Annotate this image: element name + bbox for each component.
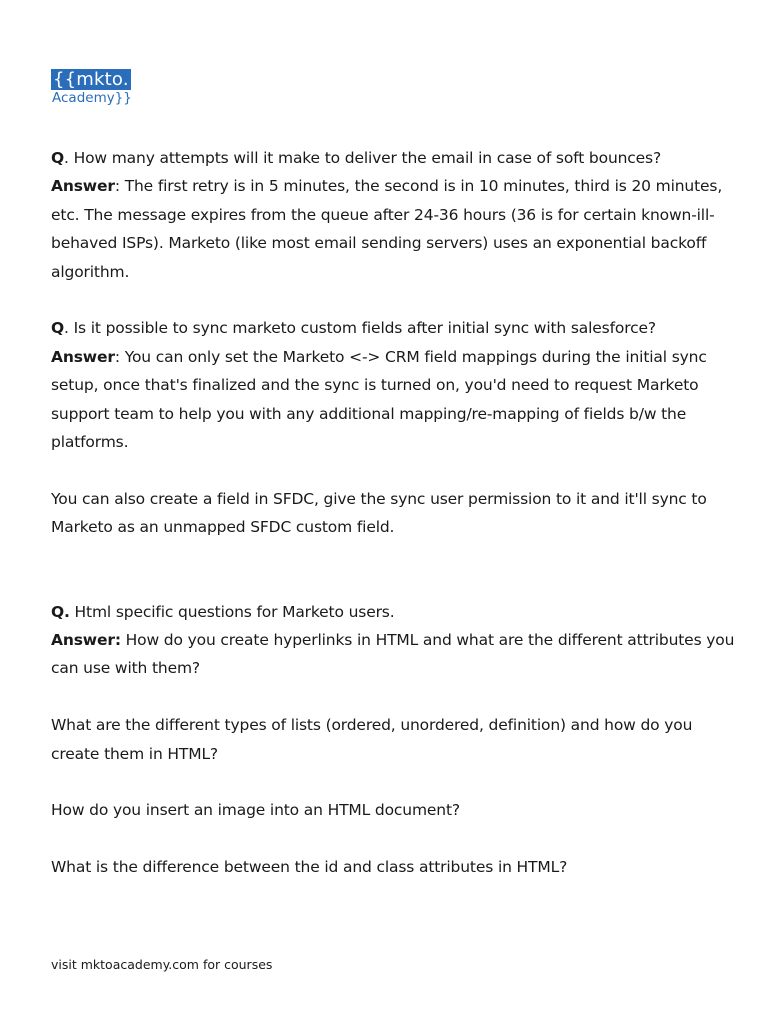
answer-extra-paragraph: You can also create a field in SFDC, give the sync user permission to it and it'll sync to Marketo as an unmapped SFDC custom field.: [51, 489, 707, 537]
logo-bottom-text: Academy}}: [52, 90, 132, 106]
html-question-id-class: What is the difference between the id and class attributes in HTML?: [51, 858, 568, 877]
answer-label: Answer: [51, 347, 115, 366]
answer-label: Answer: [51, 177, 115, 196]
question-label: Q: [51, 319, 65, 338]
question-text: . How many attempts will it make to deliver the email in case of soft bounces?: [64, 149, 662, 167]
footer-note: visit mktoacademy.com for courses: [51, 957, 273, 972]
question-text: . Is it possible to sync marketo custom fields after initial sync with salesforce?: [64, 319, 656, 338]
answer-label: Answer:: [51, 631, 121, 650]
html-question-image: How do you insert an image into an HTML document?: [51, 801, 460, 820]
answer-text: : The first retry is in 5 minutes, the second is in 10 minutes, third is 20 minutes, etc. The message expires from the queue after 24-36 hours (36 is for certain known-ill-behaved ISPs). Marketo (like most email sending servers) uses an exponential backoff algorithm.: [51, 177, 723, 281]
document-body: [51, 144, 741, 882]
mkto-academy-logo: [51, 69, 132, 107]
question-label: Q.: [51, 602, 70, 621]
qa-block-1: [51, 144, 741, 286]
question-text: Html specific questions for Marketo users.: [69, 602, 395, 621]
qa-block-3: [51, 598, 741, 683]
qa-block-2: [51, 314, 741, 456]
answer-text: : You can only set the Marketo <-> CRM field mappings during the initial sync setup, once that's finalized and the sync is turned on, you'd need to request Marketo support team to help you with any additional mapping/re-mapping of fields b/w the platforms.: [51, 347, 707, 452]
question-label: Q: [51, 149, 65, 167]
html-question-lists: What are the different types of lists (ordered, unordered, definition) and how do you create them in HTML?: [51, 716, 693, 763]
logo-top-text: {{mkto.: [53, 69, 129, 90]
answer-text: How do you create hyperlinks in HTML and what are the different attributes you can use with them?: [51, 631, 735, 678]
